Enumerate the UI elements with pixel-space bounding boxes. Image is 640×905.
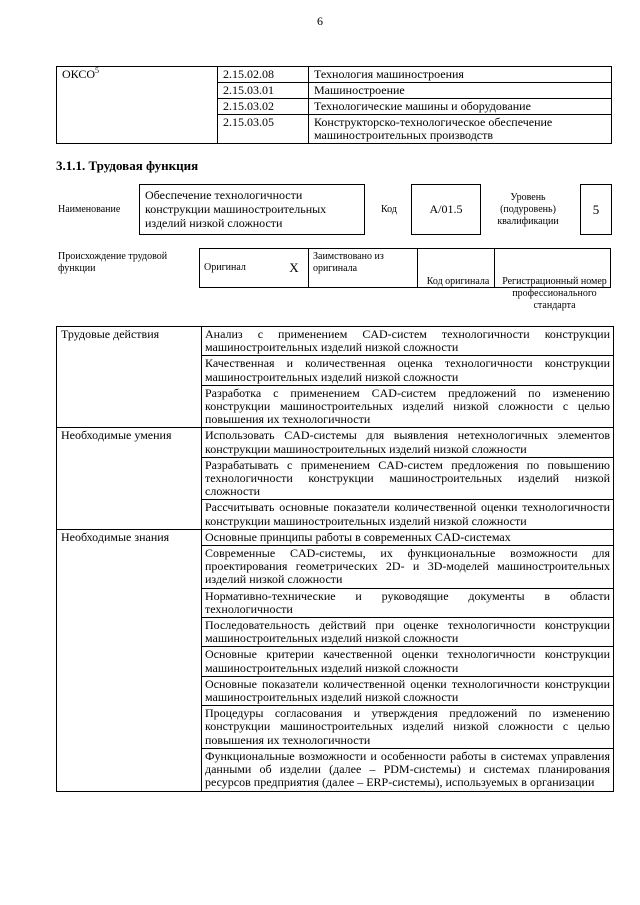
- reg-number-label: Регистрационный номер профессионального стандарта: [502, 276, 607, 311]
- page-number: 6: [317, 14, 323, 28]
- description-cell: Основные принципы работы в современных CAD-системах: [202, 529, 614, 545]
- description-cell: Качественная и количественная оценка технологичности конструкции машиностроительных изделий низкой сложности: [202, 356, 614, 385]
- table-row: [57, 529, 614, 545]
- function-code: A/01.5: [411, 184, 481, 235]
- borrowed-label: Заимствовано из оригинала: [309, 249, 418, 288]
- description-cell: Использовать CAD-системы для выявления нетехнологичных элементов конструкции машиностроительных изделий низкой сложности: [202, 428, 614, 457]
- labor-function-table: [56, 326, 614, 792]
- table-row: [57, 67, 612, 83]
- origin-label: Происхождение трудовой функции: [58, 251, 168, 274]
- description-cell: Основные показатели количественной оценки технологичности конструкции машиностроительных изделий низкой сложности: [202, 676, 614, 705]
- description-cell: Последовательность действий при оценке технологичности конструкции машиностроительных изделий низкой сложности: [202, 618, 614, 647]
- category-cell: Необходимые знания: [57, 529, 202, 791]
- okso-name: Машиностроение: [309, 83, 612, 99]
- table-row: [57, 327, 614, 356]
- code-original-label: Код оригинала: [426, 276, 490, 287]
- okso-table: [56, 66, 612, 144]
- okso-code: 2.15.03.05: [218, 115, 309, 144]
- original-label: Оригинал: [200, 249, 281, 288]
- description-cell: Анализ с применением CAD-систем технологичности конструкции машиностроительных изделий низкой сложности: [202, 327, 614, 356]
- okso-code: 2.15.02.08: [218, 67, 309, 83]
- okso-footnote: 5: [95, 66, 100, 75]
- okso-name: Конструкторско-технологическое обеспечение машиностроительных производств: [309, 115, 612, 144]
- function-name: Обеспечение технологичности конструкции машиностроительных изделий низкой сложности: [139, 184, 365, 235]
- qualification-level: 5: [580, 184, 612, 235]
- description-cell: Процедуры согласования и утверждения предложений по изменению конструкции машиностроительных изделий низкой сложности с целью повышения их технологичности: [202, 706, 614, 749]
- okso-name: Технология машиностроения: [309, 67, 612, 83]
- okso-code: 2.15.03.01: [218, 83, 309, 99]
- okso-name: Технологические машины и оборудование: [309, 99, 612, 115]
- okso-label-cell: [57, 67, 218, 144]
- category-cell: Необходимые умения: [57, 428, 202, 529]
- table-row: [57, 428, 614, 457]
- category-cell: Трудовые действия: [57, 327, 202, 428]
- original-mark: X: [280, 249, 309, 288]
- description-cell: Разрабатывать с применением CAD-систем предложения по повышению технологичности конструкции машиностроительных изделий низкой сложности: [202, 457, 614, 500]
- okso-code: 2.15.03.02: [218, 99, 309, 115]
- code-label: Код: [381, 204, 397, 215]
- description-cell: Современные CAD-системы, их функциональные возможности для проектирования геометрических 2D- и 3D-моделей машиностроительных изделий низкой сложности: [202, 546, 614, 589]
- name-label: Наименование: [58, 204, 121, 215]
- section-title: 3.1.1. Трудовая функция: [56, 158, 199, 173]
- description-cell: Рассчитывать основные показатели количественной оценки технологичности конструкции машиностроительных изделий низкой сложности: [202, 500, 614, 529]
- level-label: Уровень (подуровень) квалификации: [497, 192, 559, 227]
- description-cell: Функциональные возможности и особенности работы в системах управления данными об изделии (далее – PDM-системы) и системах планирования ресурсов предприятия (далее – ERP-системы), используемых в организации: [202, 748, 614, 791]
- okso-label: ОКСО: [62, 67, 96, 81]
- description-cell: Разработка с применением CAD-систем предложений по изменению конструкции машиностроительных изделий низкой сложности с целью повышения их технологичности: [202, 385, 614, 428]
- description-cell: Основные критерии качественной оценки технологичности конструкции машиностроительных изделий низкой сложности: [202, 647, 614, 676]
- description-cell: Нормативно-технические и руководящие документы в области технологичности: [202, 588, 614, 617]
